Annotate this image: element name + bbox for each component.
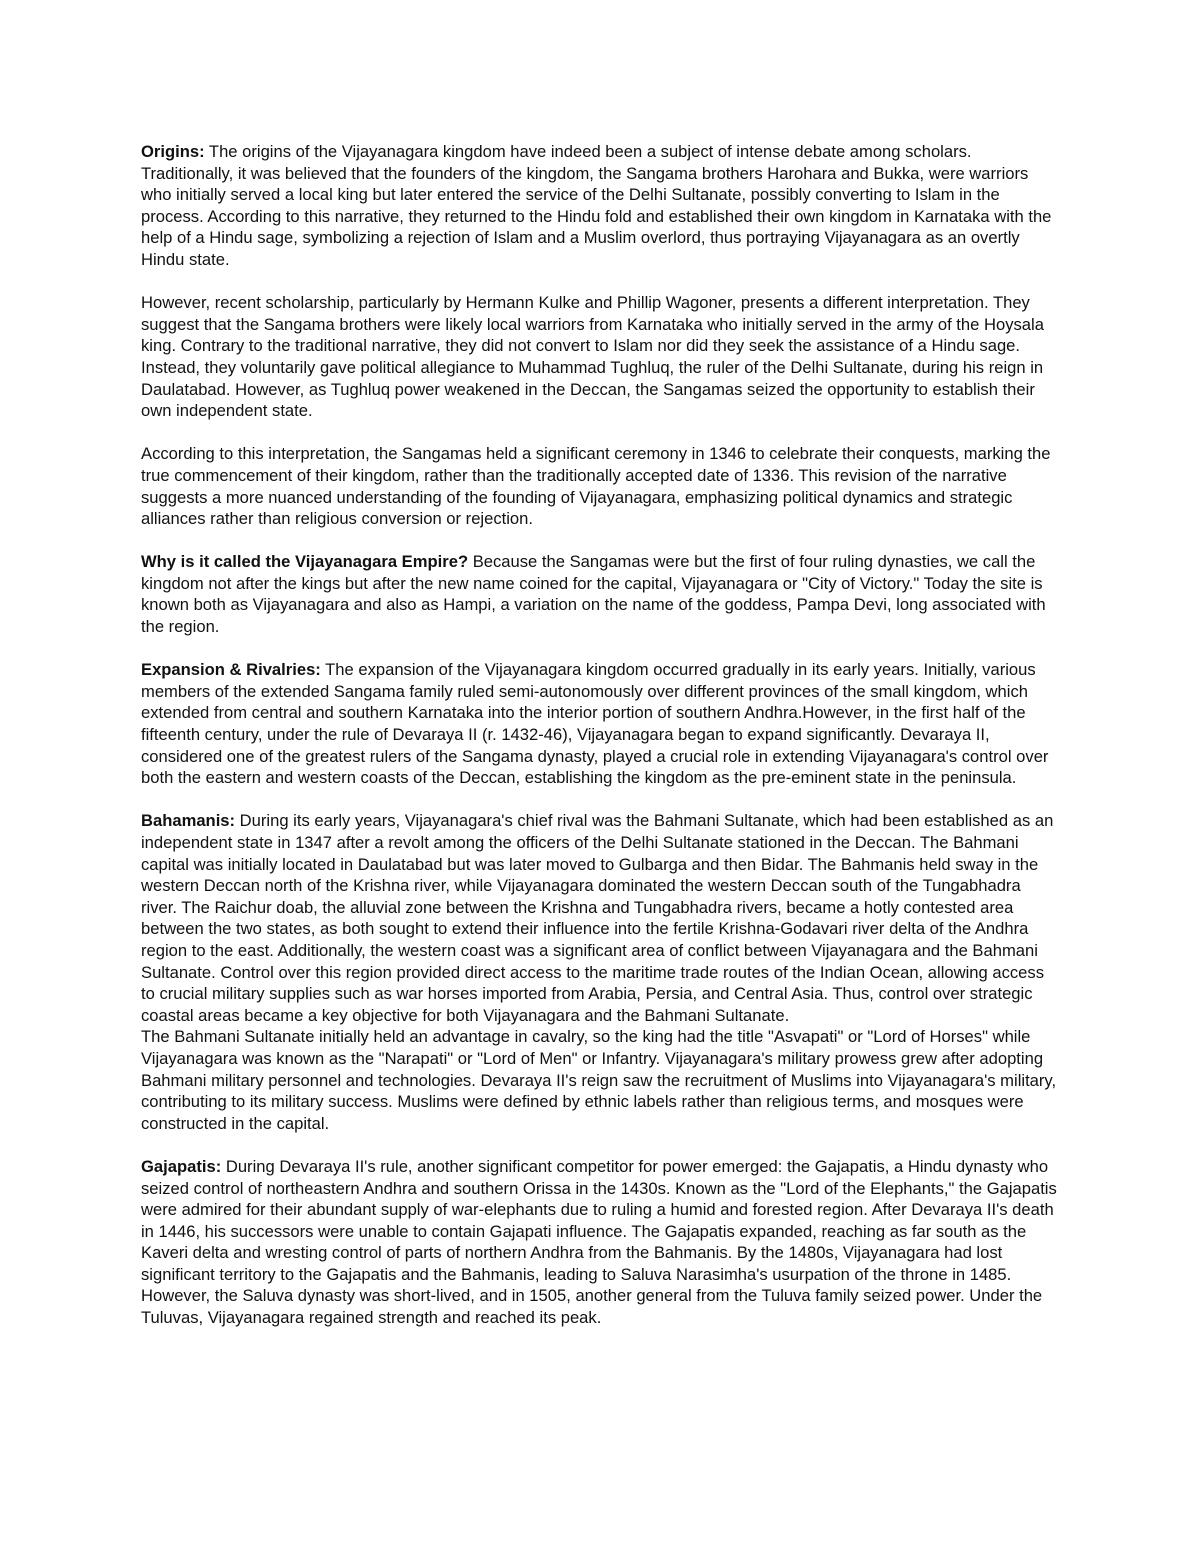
- interpretation-paragraph: According to this interpretation, the Sangamas held a significant ceremony in 1346 to celebrate their conquests, marking the true commencement of their kingdom, rather than the traditionally accepted date of 1336. This revision of the narrative suggests a more nuanced understanding of the founding of Vijayanagara, emphasizing political dynamics and strategic alliances rather than religious conversion or rejection.: [141, 444, 1051, 529]
- document-page: [141, 141, 1059, 1350]
- bahamanis-text: During its early years, Vijayanagara's chief rival was the Bahmani Sultanate, which had been established as an independent state in 1347 after a revolt among the officers of the Delhi Sultanate stationed in the Deccan. The Bahmani capital was initially located in Daulatabad but was later moved to Gulbarga and then Bidar. The Bahmanis held sway in the western Deccan north of the Krishna river, while Vijayanagara dominated the western Deccan south of the Tungabhadra river. The Raichur doab, the alluvial zone between the Krishna and Tungabhadra rivers, became a hotly contested area between the two states, as both sought to extend their influence into the fertile Krishna-Godavari river delta of the Andhra region to the east. Additionally, the western coast was a significant area of conflict between Vijayanagara and the Bahmani Sultanate. Control over this region provided direct access to the maritime trade routes of the Indian Ocean, allowing access to crucial military supplies such as war horses imported from Arabia, Persia, and Central Asia. Thus, control over strategic coastal areas became a key objective for both Vijayanagara and the Bahmani Sultanate.: [141, 811, 1054, 1025]
- origins-heading: Origins:: [141, 142, 205, 161]
- expansion-text: The expansion of the Vijayanagara kingdom occurred gradually in its early years. Initially, various members of the extended Sangama family ruled semi-autonomously over different provinces of the small kingdom, which extended from central and southern Karnataka into the interior portion of southern Andhra.However, in the first half of the fifteenth century, under the rule of Devaraya II (r. 1432-46), Vijayanagara began to expand significantly. Devaraya II, considered one of the greatest rulers of the Sangama dynasty, played a crucial role in extending Vijayanagara's control over both the eastern and western coasts of the Deccan, establishing the kingdom as the pre-eminent state in the peninsula.: [141, 660, 1049, 788]
- name-heading: Why is it called the Vijayanagara Empire?: [141, 552, 469, 572]
- gajapatis-text: During Devaraya II's rule, another significant competitor for power emerged: the Gajapatis, a Hindu dynasty who seized control of northeastern Andhra and southern Orissa in the 1430s. Known as the "Lord of the Elephants," the Gajapatis were admired for their abundant supply of war-elephants due to ruling a humid and forested region. After Devaraya II's death in 1446, his successors were unable to contain Gajapati influence. The Gajapatis expanded, reaching as far south as the Kaveri delta and wresting control of parts of northern Andhra from the Bahmanis. By the 1480s, Vijayanagara had lost significant territory to the Gajapatis and the Bahmanis, leading to Saluva Narasimha's usurpation of the throne in 1485. However, the Saluva dynasty was short-lived, and in 1505, another general from the Tuluva family seized power. Under the Tuluvas, Vijayanagara regained strength and reached its peak.: [141, 1156, 1057, 1328]
- origins-paragraph: [141, 141, 1059, 271]
- scholarship-paragraph: However, recent scholarship, particularly by Hermann Kulke and Phillip Wagoner, presents a different interpretation. They suggest that the Sangama brothers were likely local warriors from Karnataka who initially served in the army of the Hoysala king. Contrary to the traditional narrative, they did not convert to Islam nor did they seek the assistance of a Hindu sage. Instead, they voluntarily gave political allegiance to Muhammad Tughluq, the ruler of the Delhi Sultanate, during his reign in Daulatabad. However, as Tughluq power weakened in the Deccan, the Sangamas seized the opportunity to establish their own independent state.: [141, 293, 1044, 421]
- expansion-heading: Expansion & Rivalries:: [141, 660, 321, 680]
- gajapatis-heading: Gajapatis:: [141, 1156, 222, 1176]
- name-paragraph: [141, 551, 1059, 637]
- origins-text: The origins of the Vijayanagara kingdom have indeed been a subject of intense debate among scholars. Traditionally, it was believed that the founders of the kingdom, the Sangama brothers Harohara and Bukka, were warriors who initially served a local king but later entered the service of the Delhi Sultanate, possibly converting to Islam in the process. According to this narrative, they returned to the Hindu fold and established their own kingdom in Karnataka with the help of a Hindu sage, symbolizing a rejection of Islam and a Muslim overlord, thus portraying Vijayanagara as an overtly Hindu state.: [141, 142, 1052, 269]
- bahamanis-paragraph: [141, 810, 1059, 1026]
- bahamanis-heading: Bahamanis:: [141, 811, 236, 831]
- name-text: Because the Sangamas were but the first of four ruling dynasties, we call the kingdom not after the kings but after the new name coined for the capital, Vijayanagara or "City of Victory." Today the site is known both as Vijayanagara and also as Hampi, a variation on the name of the goddess, Pampa Devi, long associated with the region.: [141, 552, 1046, 637]
- gajapatis-paragraph: [141, 1156, 1059, 1329]
- cavalry-paragraph: The Bahmani Sultanate initially held an advantage in cavalry, so the king had the title "Asvapati" or "Lord of Horses" while Vijayanagara was known as the "Narapati" or "Lord of Men" or Infantry. Vijayanagara's military prowess grew after adopting Bahmani military personnel and technologies. Devaraya II's reign saw the recruitment of Muslims into Vijayanagara's military, contributing to its military success. Muslims were defined by ethnic labels rather than religious terms, and mosques were constructed in the capital.: [141, 1027, 1057, 1133]
- expansion-paragraph: [141, 659, 1059, 789]
